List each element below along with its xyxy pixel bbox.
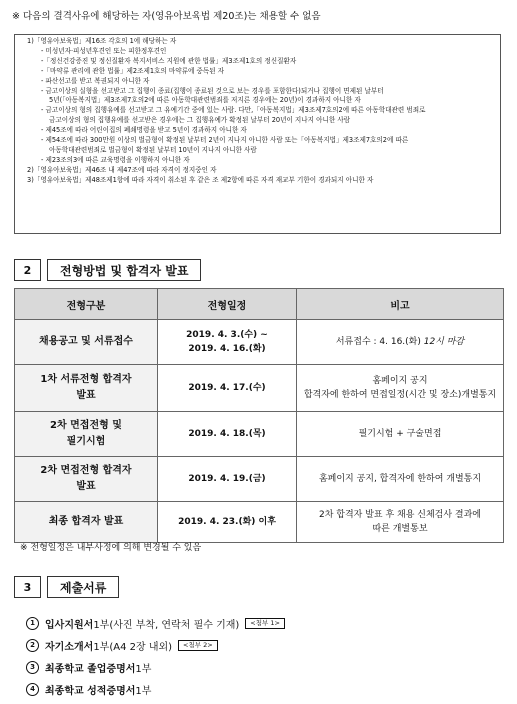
date-cell: 2019. 4. 19.(금) [158,457,297,502]
list-item [26,612,285,634]
item-number: 1 [26,617,39,630]
disqualification-note: ※ 다음의 결격사유에 해당하는 자(영유아보육법 제20조)는 채용할 수 없음 [12,11,321,22]
note-cell [297,502,504,543]
disqualification-line: 2)「영유아보육법」제46조 내 제47조에 따라 자격이 정지중인 자 [27,165,217,174]
note-text: 2차 합격자 발표 후 채용 신체검사 결과에 따른 개별통보 [319,510,481,534]
stage-cell: 2차 면접전형 및 필기시험 [15,412,158,457]
disqualification-line: -「정신건강증진 및 정신질환자 복지서비스 지원에 관한 법률」제3조제1호의 정신질환자 [41,56,297,65]
stage-cell: 최종 합격자 발표 [15,502,158,543]
stage-cell: 2차 면접전형 합격자 발표 [15,457,158,502]
item-number: 2 [26,639,39,652]
header-note: 비고 [297,289,504,320]
list-item [26,634,285,656]
note-cell [297,320,504,365]
list-item [26,656,285,678]
list-item [26,678,285,700]
document-name: 입사지원서 [45,619,94,631]
disqualification-line: 1)「영유아보육법」제16조 각호의 1에 해당하는 자 [27,37,177,45]
table-row [15,365,504,412]
disqualification-line: -「마약류 관리에 관한 법률」제2조제1호의 마약류에 중독된 자 [41,66,225,75]
table-row [15,502,504,543]
schedule-table [14,288,504,543]
table-row [15,320,504,365]
note-cell [297,457,504,502]
stage-cell: 1차 서류전형 합격자 발표 [15,365,158,412]
table-row [15,412,504,457]
date-cell: 2019. 4. 3.(수) ~ 2019. 4. 16.(화) [158,320,297,365]
disqualification-line: 5년(「아동복지법」제3조제7호의2에 따른 아동학대관련범죄를 저지른 경우에는 20년)이 경과하지 아니한 자 [49,96,361,105]
document-name: 최종학교 성적증명서 [45,685,136,697]
section-header-selection [14,259,201,281]
disqualification-line: - 금고이상의 실형을 선고받고 그 집행이 종료(집행이 종료된 것으로 보는 경우를 포함한다)되거나 집행이 면제된 날부터 [41,86,384,95]
deadline-text: 12시 마감 [423,337,465,347]
document-list [26,612,285,700]
section-title: 제출서류 [47,576,119,598]
disqualification-line: 아동학대관련범죄로 벌금형이 확정된 날부터 10년이 지나지 아니한 사람 [49,145,257,154]
item-number: 3 [26,661,39,674]
document-name: 최종학교 졸업증명서 [45,663,136,675]
section-number: 3 [14,576,41,598]
header-stage: 전형구분 [15,289,158,320]
disqualification-line: - 금고이상의 형의 집행유예를 선고받고 그 유예기간 중에 있는 사람. 다만,「아동복지법」제3조제7호의2에 따른 아동학대관련 범죄로 [41,106,426,115]
document-detail: 1부(사진 부착, 연락처 필수 기재) [93,619,240,631]
section-title: 전형방법 및 합격자 발표 [47,259,201,281]
header-date: 전형일정 [158,289,297,320]
note-text: 홈페이지 공지 합격자에 한하여 면접일정(시간 및 장소)개별통지 [303,376,497,400]
section-number: 2 [14,259,41,281]
item-number: 4 [26,683,39,696]
disqualification-line: - 미성년자·피성년후견인 또는 피한정후견인 [41,46,167,55]
note-text: 필기시험 + 구술면접 [358,429,442,439]
note-text: 서류접수 : 4. 16.(화) [335,337,424,347]
date-cell: 2019. 4. 17.(수) [158,365,297,412]
note-text: 홈페이지 공지, 합격자에 한하여 개별통지 [318,474,482,484]
note-cell [297,412,504,457]
date-cell: 2019. 4. 23.(화) 이후 [158,502,297,543]
disqualification-line: - 제45조에 따라 어린이집의 폐쇄명령을 받고 5년이 경과하지 아니한 자 [41,126,247,135]
schedule-note: ※ 전형일정은 내부사정에 의해 변경될 수 있음 [20,543,202,553]
disqualification-line: - 파산선고를 받고 복권되지 아니한 자 [41,76,150,85]
attachment-tag: <첨부 2> [178,640,218,651]
disqualification-line: 금고이상의 형의 집행유예를 선고받은 경우에는 그 집행유예가 확정된 날부터 20년이 지나지 아니한 사람 [49,116,351,125]
date-cell: 2019. 4. 18.(목) [158,412,297,457]
disqualification-box [14,34,501,234]
disqualification-line: - 제54조에 따라 300만원 이상의 벌금형이 확정된 날부터 2년이 지나지 아니한 사람 또는「아동복지법」제3조제7호의2에 따른 [41,136,409,145]
stage-cell: 채용공고 및 서류접수 [15,320,158,365]
document-detail: 1부(A4 2장 내외) [93,641,173,653]
table-row [15,457,504,502]
disqualification-line: - 제23조의3에 따른 교육명령을 이행하지 아니한 자 [41,155,190,164]
note-cell [297,365,504,412]
document-detail: 1부 [135,685,152,697]
disqualification-line: 3)「영유아보육법」제48조제1항에 따라 자격이 취소된 후 같은 조 제2항에 따른 자격 재교부 기한이 경과되지 아니한 자 [27,175,374,184]
attachment-tag: <첨부 1> [245,618,285,629]
section-header-documents [14,576,119,598]
document-detail: 1부 [135,663,152,675]
document-name: 자기소개서 [45,641,94,653]
